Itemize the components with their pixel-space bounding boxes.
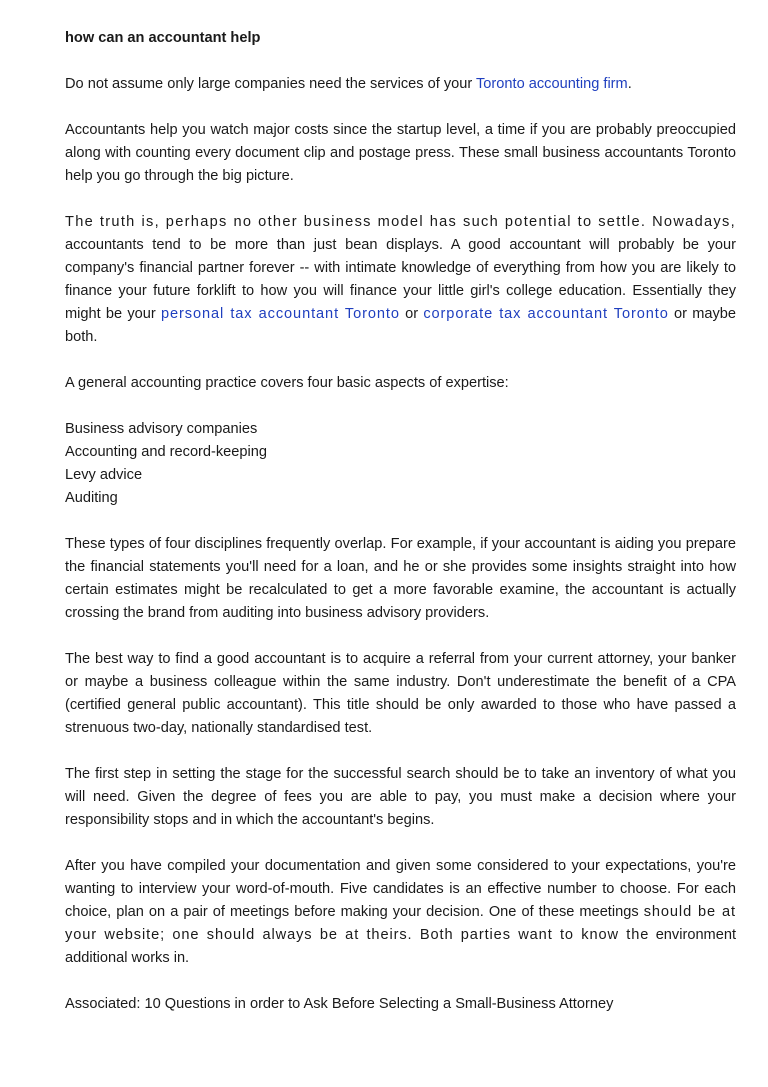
list-item: Business advisory companies	[65, 421, 258, 437]
truth-text: accountants tend to be more than just bean displays. A good accountant will probably be your company's financial partner forever -- with intimate knowledge of everything from how you are likely to finance your future forklift to how you will finance your little girl's college education. Essentially they might be your	[65, 237, 736, 322]
truth-mid: or	[399, 306, 424, 322]
corporate-tax-accountant-link[interactable]: corporate tax accountant Toronto	[423, 306, 669, 322]
paragraph-truth	[65, 211, 736, 349]
truth-end: or maybe both.	[65, 306, 737, 345]
list-item: Auditing	[65, 490, 118, 506]
intro-text: Do not assume only large companies need the services of your	[65, 76, 477, 92]
interview-end: environment additional works in.	[65, 927, 737, 966]
paragraph-disciplines: These types of four disciplines frequently overlap. For example, if your accountant is aiding you prepare the financial statements you'll need for a loan, and he or she provides some insights straight into how certain estimates might be recalculated to get a more favorable examine, the accountant is actually crossing the brand from auditing into business advisory providers.	[65, 536, 736, 621]
intro-text-end: .	[627, 76, 632, 92]
interview-spaced-text: should be at your website; one should always be at theirs. Both parties want to know the	[65, 904, 736, 943]
paragraph-intro	[65, 73, 736, 96]
toronto-accounting-firm-link[interactable]: Toronto accounting firm	[476, 76, 628, 92]
paragraph-first-step: The first step in setting the stage for the successful search should be to take an inventory of what you will need. Given the degree of fees you are able to pay, you must make a decision where your responsibility stops and in which the accountant's begins.	[65, 766, 736, 828]
paragraph-referral: The best way to find a good accountant is to acquire a referral from your current attorney, your banker or maybe a business colleague within the same industry. Don't underestimate the benefit of a CPA (certified general public accountant). This title should be only awarded to those who have passed a strenuous two-day, nationally standardised test.	[65, 651, 736, 736]
interview-text: After you have compiled your documentation and given some considered to your expectations, you're wanting to interview your word-of-mouth. Five candidates is an effective number to choose. For each choice, plan on a pair of meetings before making your decision. One of these meetings	[65, 858, 736, 920]
document-page	[65, 27, 736, 1039]
list-item: Levy advice	[65, 467, 143, 483]
list-item: Accounting and record-keeping	[65, 444, 268, 460]
personal-tax-accountant-link[interactable]: personal tax accountant Toronto	[161, 306, 400, 322]
truth-line-1: The truth is, perhaps no other business model has such potential to settle. Nowadays,	[65, 214, 736, 230]
expertise-list	[65, 418, 736, 510]
document-title: how can an accountant help	[65, 30, 261, 46]
paragraph-costs: Accountants help you watch major costs since the startup level, a time if you are probably preoccupied along with counting every document clip and postage press. These small business accountants Toronto help you go through the big picture.	[65, 122, 736, 184]
paragraph-aspects: A general accounting practice covers four basic aspects of expertise:	[65, 375, 509, 391]
paragraph-interview	[65, 855, 736, 970]
paragraph-associated: Associated: 10 Questions in order to Ask Before Selecting a Small-Business Attorney	[65, 996, 614, 1012]
